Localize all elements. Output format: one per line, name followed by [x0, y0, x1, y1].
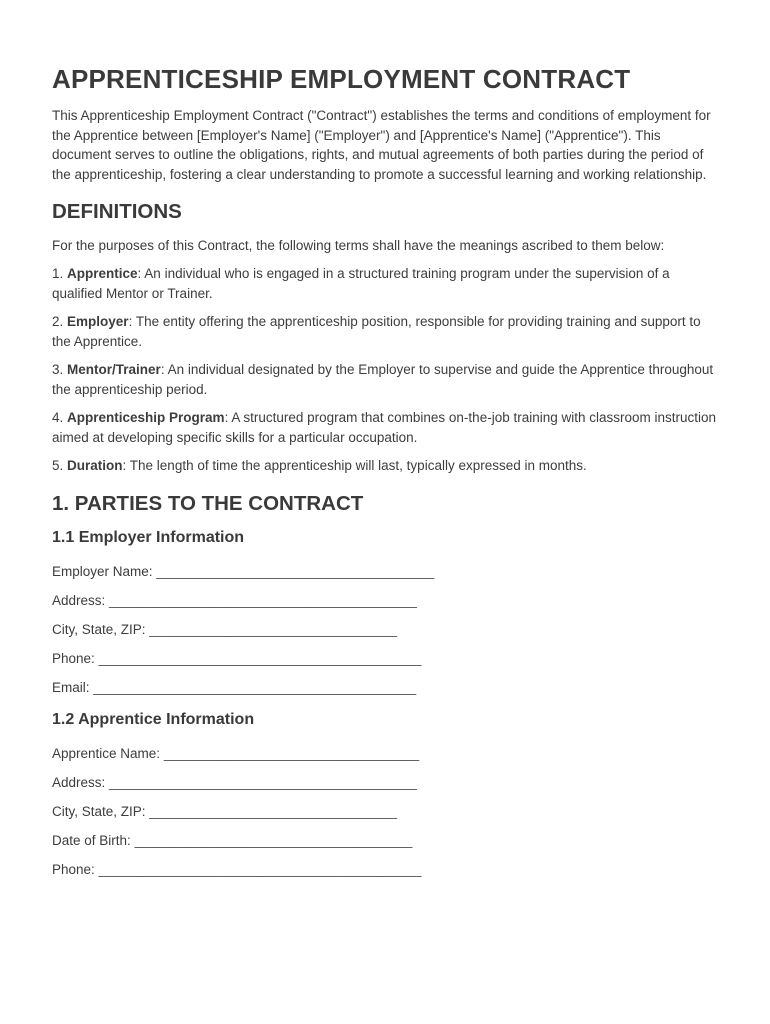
- field-label: Date of Birth:: [52, 832, 131, 848]
- field-apprentice-city-state-zip: [52, 802, 718, 822]
- employer-address-blank[interactable]: _________________________________________: [109, 592, 417, 608]
- field-employer-phone: [52, 649, 718, 669]
- definition-number: 5.: [52, 458, 64, 473]
- field-employer-email: [52, 678, 718, 698]
- field-label: Email:: [52, 679, 90, 695]
- apprentice-address-blank[interactable]: _________________________________________: [109, 774, 417, 790]
- field-label: Phone:: [52, 861, 95, 877]
- definition-item-apprentice: [52, 264, 718, 303]
- field-employer-name: [52, 562, 718, 582]
- apprentice-name-blank[interactable]: __________________________________: [163, 745, 420, 761]
- definition-item-apprenticeship-program: [52, 408, 718, 447]
- field-employer-city-state-zip: [52, 620, 718, 640]
- field-label: Employer Name:: [52, 563, 153, 579]
- definition-number: 4.: [52, 410, 64, 425]
- definition-number: 1.: [52, 266, 64, 281]
- definition-term: Apprenticeship Program: [67, 410, 225, 425]
- definition-number: 2.: [52, 314, 64, 329]
- apprentice-information-heading: 1.2 Apprentice Information: [52, 711, 255, 728]
- definition-number: 3.: [52, 362, 64, 377]
- field-label: City, State, ZIP:: [52, 803, 146, 819]
- employer-city-state-zip-blank[interactable]: _________________________________: [149, 621, 398, 637]
- definition-term: Mentor/Trainer: [67, 362, 161, 377]
- definition-text: : An individual who is engaged in a structured training program under the supervision of a qualified Mentor or Trainer.: [52, 266, 670, 301]
- parties-section-heading: 1. PARTIES TO THE CONTRACT: [52, 491, 364, 515]
- employer-phone-blank[interactable]: ___________________________________________: [98, 650, 422, 666]
- employer-information-heading: 1.1 Employer Information: [52, 529, 245, 546]
- definitions-heading: DEFINITIONS: [52, 200, 182, 223]
- intro-paragraph: This Apprenticeship Employment Contract ("Contract") establishes the terms and conditions of employment for the Apprentice between [Employer's Name] ("Employer") and [Apprentice's Name] ("Apprentice"). This document serves to outline the obligations, rights, and mutual agreements of both parties during the period of the apprenticeship, fostering a clear understanding to promote a successful learning and working relationship.: [52, 108, 711, 182]
- field-apprentice-address: [52, 773, 718, 793]
- definition-text: : The length of time the apprenticeship will last, typically expressed in months.: [122, 458, 587, 473]
- field-apprentice-phone: [52, 860, 718, 880]
- field-apprentice-name: [52, 744, 718, 764]
- definition-term: Apprentice: [67, 266, 138, 281]
- definition-term: Employer: [67, 314, 129, 329]
- definition-item-mentor-trainer: [52, 360, 718, 399]
- apprentice-city-state-zip-blank[interactable]: _________________________________: [149, 803, 398, 819]
- definition-term: Duration: [67, 458, 123, 473]
- field-label: Address:: [52, 592, 106, 608]
- field-label: Address:: [52, 774, 106, 790]
- definition-text: : An individual designated by the Employer to supervise and guide the Apprentice throughout the apprenticeship period.: [52, 362, 714, 397]
- apprentice-phone-blank[interactable]: ___________________________________________: [98, 861, 422, 877]
- apprentice-date-of-birth-blank[interactable]: _____________________________________: [134, 832, 413, 848]
- definitions-lead: For the purposes of this Contract, the following terms shall have the meanings ascribed to them below:: [52, 237, 665, 253]
- employer-email-blank[interactable]: ___________________________________________: [93, 679, 417, 695]
- definition-item-duration: [52, 456, 718, 476]
- definition-text: : A structured program that combines on-the-job training with classroom instruction aimed at developing specific skills for a particular occupation.: [52, 410, 717, 445]
- field-label: Apprentice Name:: [52, 745, 161, 761]
- field-apprentice-date-of-birth: [52, 831, 718, 851]
- definition-text: : The entity offering the apprenticeship position, responsible for providing training and support to the Apprentice.: [52, 314, 701, 349]
- document-title: APPRENTICESHIP EMPLOYMENT CONTRACT: [52, 64, 631, 94]
- definition-item-employer: [52, 312, 718, 351]
- field-label: Phone:: [52, 650, 95, 666]
- field-employer-address: [52, 591, 718, 611]
- field-label: City, State, ZIP:: [52, 621, 146, 637]
- employer-name-blank[interactable]: _____________________________________: [156, 563, 435, 579]
